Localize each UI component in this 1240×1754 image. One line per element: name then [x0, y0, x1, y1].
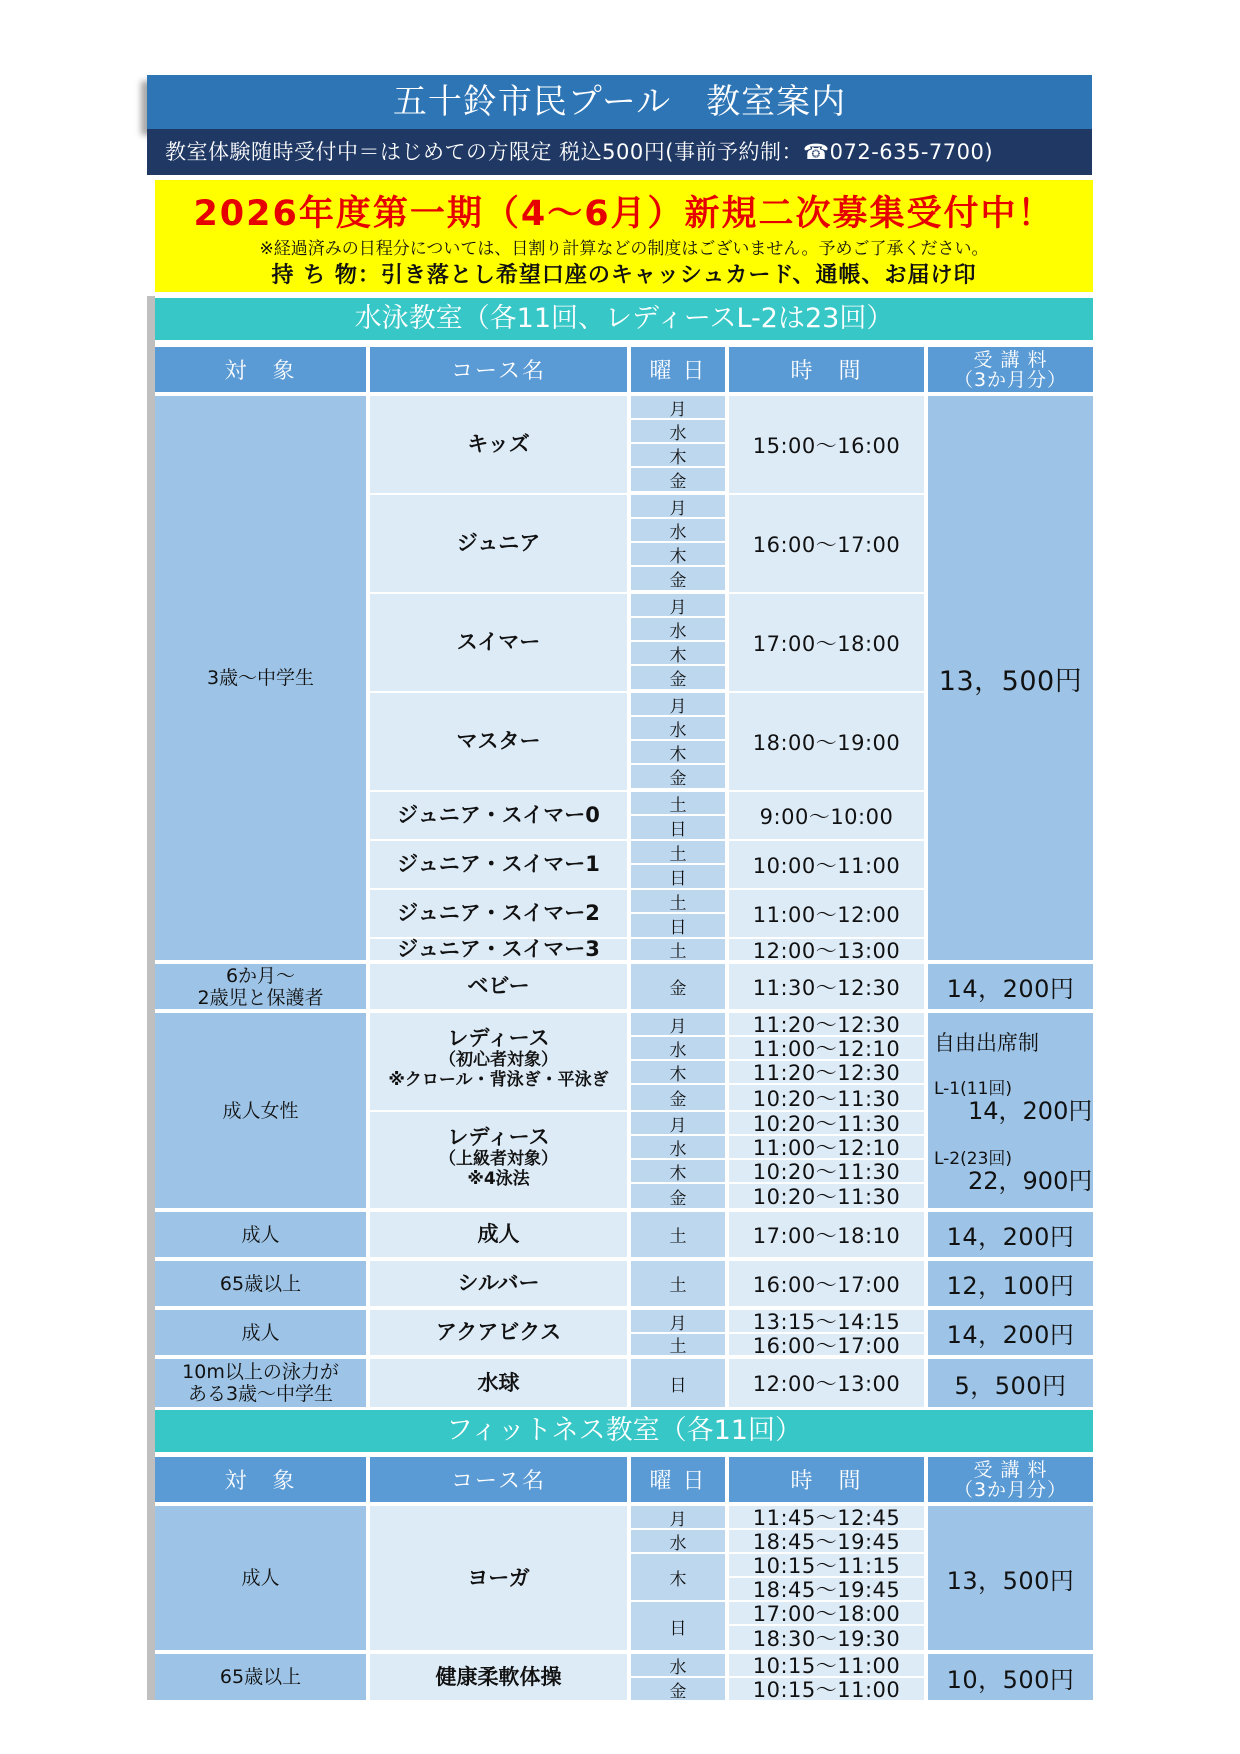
time-cell: 17:00～18:00	[729, 1602, 924, 1624]
day-cell: 水	[631, 1654, 725, 1676]
time-adult: 17:00～18:10	[729, 1212, 924, 1257]
col-header-target: 対 象	[155, 1457, 366, 1502]
ladies-beginner-title: レディース	[447, 1026, 550, 1050]
day-cell: 木	[631, 1554, 725, 1600]
day-cell: 月	[631, 1013, 725, 1035]
course-ladies-beginner	[370, 1013, 627, 1110]
fee-silver: 12，100円	[928, 1261, 1093, 1306]
day-cell: 月	[631, 495, 725, 517]
course-junior-swimmer-1: ジュニア・スイマー1	[370, 841, 627, 888]
target-baby-line1: 6か月～	[225, 964, 296, 987]
target-baby-line2: 2歳児と保護者	[197, 986, 324, 1009]
ladies-l1-fee: 14，200円	[968, 1097, 1093, 1125]
course-baby: ベビー	[370, 964, 627, 1009]
course-silver: シルバー	[370, 1261, 627, 1306]
course-adult: 成人	[370, 1212, 627, 1257]
target-over65: 65歳以上	[155, 1261, 366, 1306]
course-master: マスター	[370, 693, 627, 790]
ladies-beginner-sub: （初心者対象）	[439, 1050, 558, 1070]
fee-header-line2: （3か月分）	[953, 368, 1068, 391]
day-cell: 水	[631, 717, 725, 739]
time-cell: 18:45～19:45	[729, 1530, 924, 1552]
course-junior-swimmer-2: ジュニア・スイマー2	[370, 890, 627, 937]
day-cell: 金	[631, 468, 725, 491]
day-cell: 月	[631, 1506, 725, 1528]
course-yoga: ヨーガ	[370, 1506, 627, 1650]
col-header-fee	[928, 347, 1093, 392]
time-cell: 10:20～11:30	[729, 1160, 924, 1182]
col-header-days: 曜 日	[631, 1457, 725, 1502]
day-cell: 水	[631, 420, 725, 442]
section-shadow	[147, 296, 155, 1410]
time-cell: 11:00～12:10	[729, 1037, 924, 1059]
col-header-time: 時 間	[729, 347, 924, 392]
target-adult-women: 成人女性	[155, 1013, 366, 1208]
day-cell: 金	[631, 1184, 725, 1208]
day-cell: 土	[631, 939, 725, 960]
course-waterpolo: 水球	[370, 1359, 627, 1407]
time-cell: 13:15～14:15	[729, 1310, 924, 1332]
col-header-days: 曜 日	[631, 347, 725, 392]
day-cell: 水	[631, 519, 725, 541]
day-cell: 水	[631, 1530, 725, 1552]
day-cell: 金	[631, 1678, 725, 1700]
time-cell: 10:15～11:00	[729, 1678, 924, 1700]
ladies-l2-fee: 22，900円	[968, 1167, 1093, 1195]
fee-kids-group: 13，500円	[928, 396, 1093, 960]
ladies-advanced-title: レディース	[447, 1125, 550, 1149]
trial-info-banner: 教室体験随時受付中＝はじめての方限定 税込500円(事前予約制：☎072-635-7700)	[147, 129, 1092, 175]
time-junior: 16:00～17:00	[729, 495, 924, 592]
day-cell: 水	[631, 1136, 725, 1158]
day-cell: 金	[631, 1085, 725, 1110]
day-cell: 日	[631, 816, 725, 839]
course-junior: ジュニア	[370, 495, 627, 592]
day-cell: 土	[631, 1261, 725, 1306]
fee-baby: 14，200円	[928, 964, 1093, 1009]
day-cell: 月	[631, 693, 725, 715]
course-ladies-advanced	[370, 1112, 627, 1208]
day-cell: 金	[631, 567, 725, 590]
time-js0: 9:00～10:00	[729, 792, 924, 839]
col-header-course: コース名	[370, 1457, 627, 1502]
time-cell: 11:45～12:45	[729, 1506, 924, 1528]
time-cell: 10:20～11:30	[729, 1112, 924, 1134]
day-cell: 木	[631, 741, 725, 763]
day-cell: 土	[631, 792, 725, 814]
time-js2: 11:00～12:00	[729, 890, 924, 937]
time-js3: 12:00～13:00	[729, 939, 924, 960]
fee-header-line1: 受 講 料	[973, 348, 1048, 371]
time-cell: 16:00～17:00	[729, 1334, 924, 1355]
time-js1: 10:00～11:00	[729, 841, 924, 888]
col-header-fee	[928, 1457, 1093, 1502]
page-title: 五十鈴市民プール 教室案内	[147, 75, 1092, 129]
day-cell: 木	[631, 1160, 725, 1182]
day-cell: 土	[631, 1212, 725, 1257]
day-cell: 日	[631, 1602, 725, 1650]
day-cell: 土	[631, 890, 725, 912]
ladies-l1-label: L-1(11回)	[934, 1079, 1013, 1099]
target-baby	[155, 964, 366, 1009]
day-cell: 水	[631, 1037, 725, 1059]
fee-ladies	[928, 1013, 1093, 1208]
time-cell: 10:20～11:30	[729, 1085, 924, 1110]
swim-section-title: 水泳教室（各11回、レディースL-2は23回）	[155, 298, 1093, 340]
fee-yoga: 13，500円	[928, 1506, 1093, 1650]
day-cell: 日	[631, 865, 725, 888]
day-cell: 木	[631, 1061, 725, 1083]
time-kids: 15:00～16:00	[729, 396, 924, 493]
time-waterpolo: 12:00～13:00	[729, 1359, 924, 1407]
time-cell: 11:00～12:10	[729, 1136, 924, 1158]
notice-headline: 2026年度第一期（4～6月）新規二次募集受付中！	[193, 194, 1055, 234]
col-header-target: 対 象	[155, 347, 366, 392]
day-cell: 日	[631, 914, 725, 937]
time-cell: 18:45～19:45	[729, 1578, 924, 1600]
fee-header-line1: 受 講 料	[973, 1458, 1048, 1481]
course-junior-swimmer-3: ジュニア・スイマー3	[370, 939, 627, 960]
day-cell: 日	[631, 1359, 725, 1407]
time-cell: 10:15～11:15	[729, 1554, 924, 1576]
notice-note: ※経過済みの日程分については、日割り計算などの制度はございません。予めご了承ください。	[259, 239, 989, 259]
day-cell: 土	[631, 841, 725, 863]
fee-adult: 14，200円	[928, 1212, 1093, 1257]
day-cell: 木	[631, 642, 725, 664]
time-cell: 10:15～11:00	[729, 1654, 924, 1676]
course-health-stretch: 健康柔軟体操	[370, 1654, 627, 1700]
fee-header-line2: （3か月分）	[953, 1478, 1068, 1501]
fitness-section-title: フィットネス教室（各11回）	[155, 1410, 1093, 1452]
ladies-l2-label: L-2(23回)	[934, 1149, 1013, 1169]
target-kids-to-middle: 3歳～中学生	[155, 396, 366, 960]
target-waterpolo-line2: ある3歳～中学生	[187, 1383, 334, 1405]
target-adult-aquabics: 成人	[155, 1310, 366, 1355]
ladies-advanced-sub: （上級者対象）	[439, 1149, 558, 1169]
time-silver: 16:00～17:00	[729, 1261, 924, 1306]
fee-health-stretch: 10，500円	[928, 1654, 1093, 1700]
ladies-beginner-note: ※クロール・背泳ぎ・平泳ぎ	[388, 1070, 609, 1090]
recruitment-notice	[155, 180, 1093, 292]
time-master: 18:00～19:00	[729, 693, 924, 790]
course-aquabics: アクアビクス	[370, 1310, 627, 1355]
course-kids: キッズ	[370, 396, 627, 493]
col-header-course: コース名	[370, 347, 627, 392]
target-yoga-adult: 成人	[155, 1506, 366, 1650]
day-cell: 木	[631, 444, 725, 466]
ladies-advanced-note: ※4泳法	[467, 1169, 530, 1189]
day-cell: 月	[631, 594, 725, 616]
course-junior-swimmer-0: ジュニア・スイマー0	[370, 792, 627, 839]
day-cell: 月	[631, 396, 725, 418]
time-cell: 11:20～12:30	[729, 1061, 924, 1083]
day-cell: 月	[631, 1310, 725, 1332]
time-cell: 10:20～11:30	[729, 1184, 924, 1208]
day-cell: 金	[631, 666, 725, 689]
target-waterpolo	[155, 1359, 366, 1407]
day-cell: 金	[631, 765, 725, 788]
fee-aquabics: 14，200円	[928, 1310, 1093, 1355]
course-swimmer: スイマー	[370, 594, 627, 691]
col-header-time: 時 間	[729, 1457, 924, 1502]
time-cell: 18:30～19:30	[729, 1626, 924, 1650]
time-baby: 11:30～12:30	[729, 964, 924, 1009]
notice-items-to-bring: 持 ち 物：引き落とし希望口座のキャッシュカード、通帳、お届け印	[271, 263, 977, 288]
target-health-over65: 65歳以上	[155, 1654, 366, 1700]
day-cell: 金	[631, 964, 725, 1009]
fee-waterpolo: 5，500円	[928, 1359, 1093, 1407]
day-cell: 木	[631, 543, 725, 565]
target-adult: 成人	[155, 1212, 366, 1257]
time-swimmer: 17:00～18:00	[729, 594, 924, 691]
time-cell: 11:20～12:30	[729, 1013, 924, 1035]
day-cell: 土	[631, 1334, 725, 1355]
day-cell: 月	[631, 1112, 725, 1134]
target-waterpolo-line1: 10m以上の泳力が	[182, 1361, 339, 1383]
ladies-free-attendance: 自由出席制	[934, 1031, 1039, 1055]
section-shadow	[147, 1410, 155, 1700]
day-cell: 水	[631, 618, 725, 640]
